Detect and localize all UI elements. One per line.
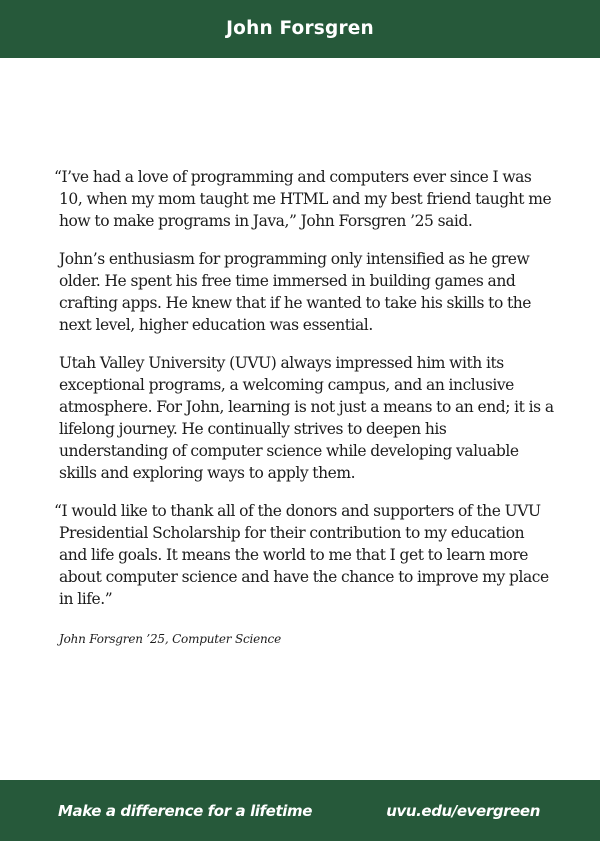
article-body: [54, 166, 555, 647]
thank-you-quote-paragraph: “I would like to thank all of the donors and supporters of the UVU Presidential Scholarship for their contribution to my education and life goals. It means the world to me that I get to learn more about computer science and have the chance to improve my place in life.”: [54, 502, 549, 608]
opening-quote-paragraph: “I’ve had a love of programming and computers ever since I was 10, when my mom taught me HTML and my best friend taught me how to make programs in Java,” John Forsgren ’25 said.: [54, 168, 552, 230]
page-title: John Forsgren: [226, 17, 374, 39]
header-bar: [0, 0, 600, 58]
footer-bar: [0, 780, 600, 841]
quote-attribution: John Forsgren ’25, Computer Science: [59, 632, 281, 646]
footer-url-link[interactable]: uvu.edu/evergreen: [386, 802, 540, 820]
footer-tagline: Make a difference for a lifetime: [58, 802, 312, 820]
enthusiasm-paragraph: John’s enthusiasm for programming only intensified as he grew older. He spent his free time immersed in building games and crafting apps. He knew that if he wanted to take his skills to the next level, higher education was essential.: [59, 250, 532, 334]
uvu-paragraph: Utah Valley University (UVU) always impressed him with its exceptional programs, a welcoming campus, and an inclusive atmosphere. For John, learning is not just a means to an end; it is a lifelong journey. He continually strives to deepen his understanding of computer science while developing valuable skills and exploring ways to apply them.: [59, 354, 554, 482]
